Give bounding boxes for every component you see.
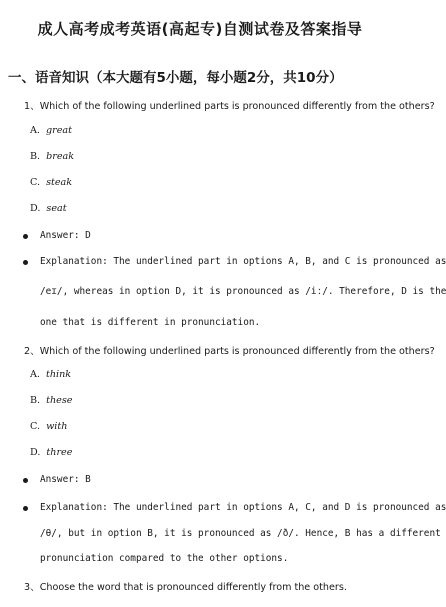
question-3: 3、Choose the word that is pronounced differently from the others. [24, 582, 347, 593]
option-letter: A. [30, 125, 40, 136]
bullet-icon [23, 478, 28, 483]
option-letter: C. [30, 177, 41, 188]
bullet-icon [23, 506, 28, 511]
bullet-icon [23, 234, 28, 239]
q1-explanation-line-2: /eɪ/, whereas in option D, it is pronounced as /iː/. Therefore, D is the [40, 286, 446, 297]
option-word: seat [46, 203, 67, 214]
q1-option-b [30, 151, 74, 162]
option-word: great [45, 125, 72, 136]
q2-option-d [30, 447, 72, 458]
option-word: break [46, 151, 75, 162]
q2-option-c [30, 421, 67, 432]
q1-explanation-line-3: one that is different in pronunciation. [40, 317, 261, 328]
q2-answer: Answer: B [40, 474, 91, 485]
page-title: 成人高考成考英语(高起专)自测试卷及答案指导 [37, 20, 363, 38]
option-letter: D. [30, 203, 41, 214]
option-letter: D. [30, 447, 41, 458]
option-letter: C. [30, 421, 41, 432]
section-heading: 一、语音知识（本大题有5小题，每小题2分，共10分） [8, 70, 343, 86]
q2-option-a [30, 369, 71, 380]
q1-answer: Answer: D [40, 230, 91, 241]
q2-explanation-line-3: pronunciation compared to the other options. [40, 553, 289, 564]
q2-explanation-line-2: /θ/, but in option B, it is pronounced as /ð/. Hence, B has a different [40, 528, 441, 539]
question-2: 2、Which of the following underlined parts is pronounced differently from the others? [24, 346, 435, 357]
q2-explanation-line-1: Explanation: The underlined part in options A, C, and D is pronounced as [40, 502, 446, 513]
q1-option-d [30, 203, 67, 214]
option-letter: A. [30, 369, 40, 380]
option-word: steak [46, 177, 73, 188]
option-word: think [45, 369, 72, 380]
option-word: with [46, 421, 68, 432]
bullet-icon [23, 260, 28, 265]
option-word: three [46, 447, 73, 458]
q1-option-c [30, 177, 72, 188]
q1-option-a [30, 125, 72, 136]
q1-explanation-line-1: Explanation: The underlined part in options A, B, and C is pronounced as [40, 256, 446, 267]
option-letter: B. [30, 151, 41, 162]
q2-option-b [30, 395, 72, 406]
option-letter: B. [30, 395, 41, 406]
option-word: these [46, 395, 73, 406]
question-1: 1、Which of the following underlined parts is pronounced differently from the others? [24, 101, 435, 112]
